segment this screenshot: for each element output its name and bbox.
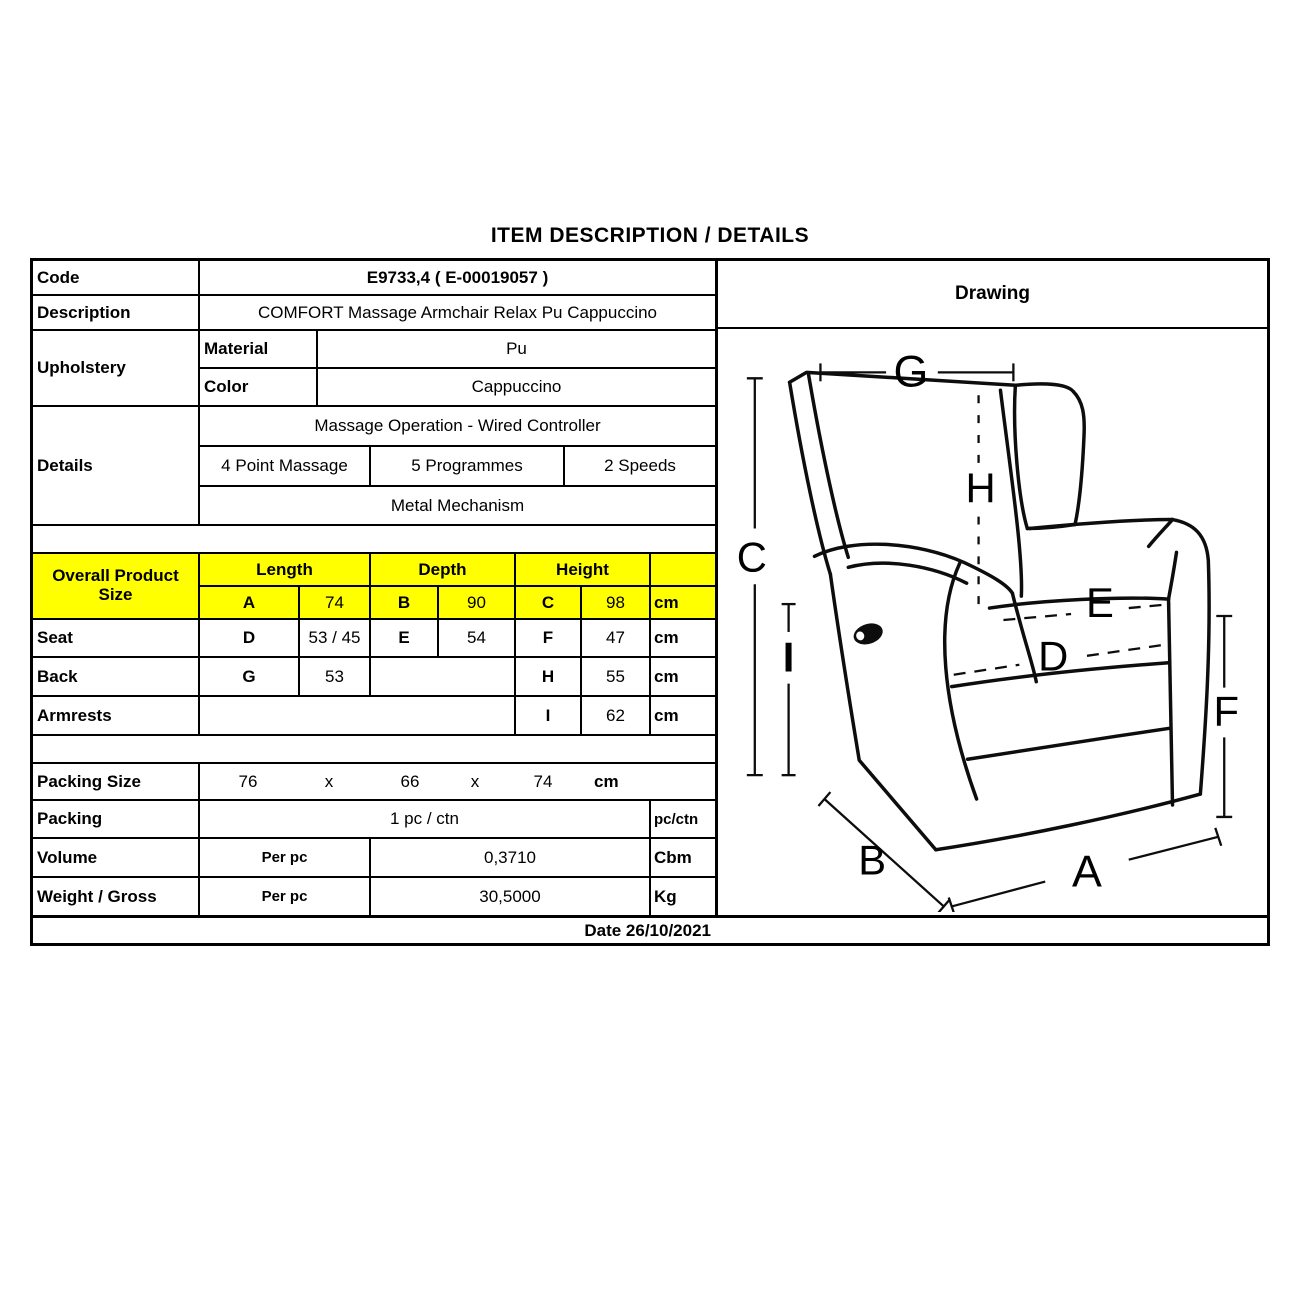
dimension-lines [747,363,1232,912]
weight-per-pc: Per pc [200,878,369,915]
volume-unit: Cbm [651,839,715,876]
overall-letter-c: C [516,587,580,618]
size-col-depth: Depth [371,554,514,585]
packing-size-v1: 76 [238,771,258,791]
material-value: Pu [318,331,715,367]
back-value-h: 55 [582,658,649,695]
dimension-label-b: B [858,836,887,884]
volume-value: 0,3710 [371,839,649,876]
spacer-row [33,736,715,762]
armrests-blank [200,697,514,734]
dimension-label-e: E [1085,579,1114,627]
back-letter-h: H [516,658,580,695]
armrests-letter-i: I [516,697,580,734]
overall-value-a: 74 [300,587,369,618]
dimension-label-d: D [1038,632,1069,680]
dimension-label-h: H [965,464,996,512]
details-feature-1: 4 Point Massage [200,447,369,485]
back-letter-g: G [200,658,298,695]
seat-letter-d: D [200,620,298,656]
packing-label: Packing [33,801,198,837]
volume-label: Volume [33,839,198,876]
description-value: COMFORT Massage Armchair Relax Pu Cappuccino [200,296,715,329]
back-label: Back [33,658,198,695]
dimension-label-i: I [782,633,795,681]
seat-letter-f: F [516,620,580,656]
date-value: Date 26/10/2021 [584,920,711,940]
volume-per-pc: Per pc [200,839,369,876]
seat-label: Seat [33,620,198,656]
back-value-g: 53 [300,658,369,695]
armrests-unit: cm [651,697,715,734]
page-title: ITEM DESCRIPTION / DETAILS [490,224,810,247]
seat-letter-e: E [371,620,437,656]
back-blank [371,658,514,695]
packing-size-value [200,764,715,799]
packing-unit: pc/ctn [651,801,715,837]
overall-letter-b: B [371,587,437,618]
packing-size-v2: 66 [400,771,420,791]
drawing-area [718,329,1267,915]
overall-value-c: 98 [582,587,649,618]
dimension-label-f: F [1213,687,1239,735]
overall-value-b: 90 [439,587,514,618]
drawing-header: Drawing [718,261,1267,329]
overall-unit: cm [651,587,715,618]
dimension-label-a: A [1072,846,1102,897]
description-label: Description [33,296,198,329]
packing-size-x1: x [324,771,334,791]
packing-size-x2: x [470,771,480,791]
size-col-length: Length [200,554,369,585]
weight-value: 30,5000 [371,878,649,915]
color-label: Color [200,369,316,405]
drawing-panel [715,261,1267,915]
seat-value-e: 54 [439,620,514,656]
dimension-label-c: C [736,533,767,581]
size-header-label: Overall Product Size [33,554,198,618]
size-col-height: Height [516,554,649,585]
armchair-line-art [790,372,1210,849]
packing-size-unit: cm [594,771,619,791]
armrests-value-i: 62 [582,697,649,734]
seat-value-d: 53 / 45 [300,620,369,656]
spec-sheet-table [30,258,1270,946]
spec-grid [33,261,715,915]
packing-size-label: Packing Size [33,764,198,799]
sheet-body [33,261,1267,915]
massage-controller-icon [851,620,886,648]
weight-label: Weight / Gross [33,878,198,915]
dimension-label-g: G [893,346,929,397]
details-feature-2: 5 Programmes [371,447,563,485]
details-feature-3: 2 Speeds [565,447,715,485]
details-mechanism: Metal Mechanism [200,487,715,524]
armrests-label: Armrests [33,697,198,734]
packing-value: 1 pc / ctn [200,801,649,837]
date-row [33,915,1267,943]
spacer-row [33,526,715,552]
seat-value-f: 47 [582,620,649,656]
color-value: Cappuccino [318,369,715,405]
upholstery-label: Upholstery [33,331,198,405]
details-operation: Massage Operation - Wired Controller [200,407,715,445]
packing-size-v3: 74 [533,771,553,791]
back-unit: cm [651,658,715,695]
details-label: Details [33,407,198,524]
dimension-labels [737,346,1239,896]
code-label: Code [33,261,198,294]
overall-letter-a: A [200,587,298,618]
seat-unit: cm [651,620,715,656]
armchair-dimension-drawing [718,329,1267,912]
size-col-blank [651,554,715,585]
code-value: E9733,4 ( E-00019057 ) [200,261,715,294]
material-label: Material [200,331,316,367]
weight-unit: Kg [651,878,715,915]
